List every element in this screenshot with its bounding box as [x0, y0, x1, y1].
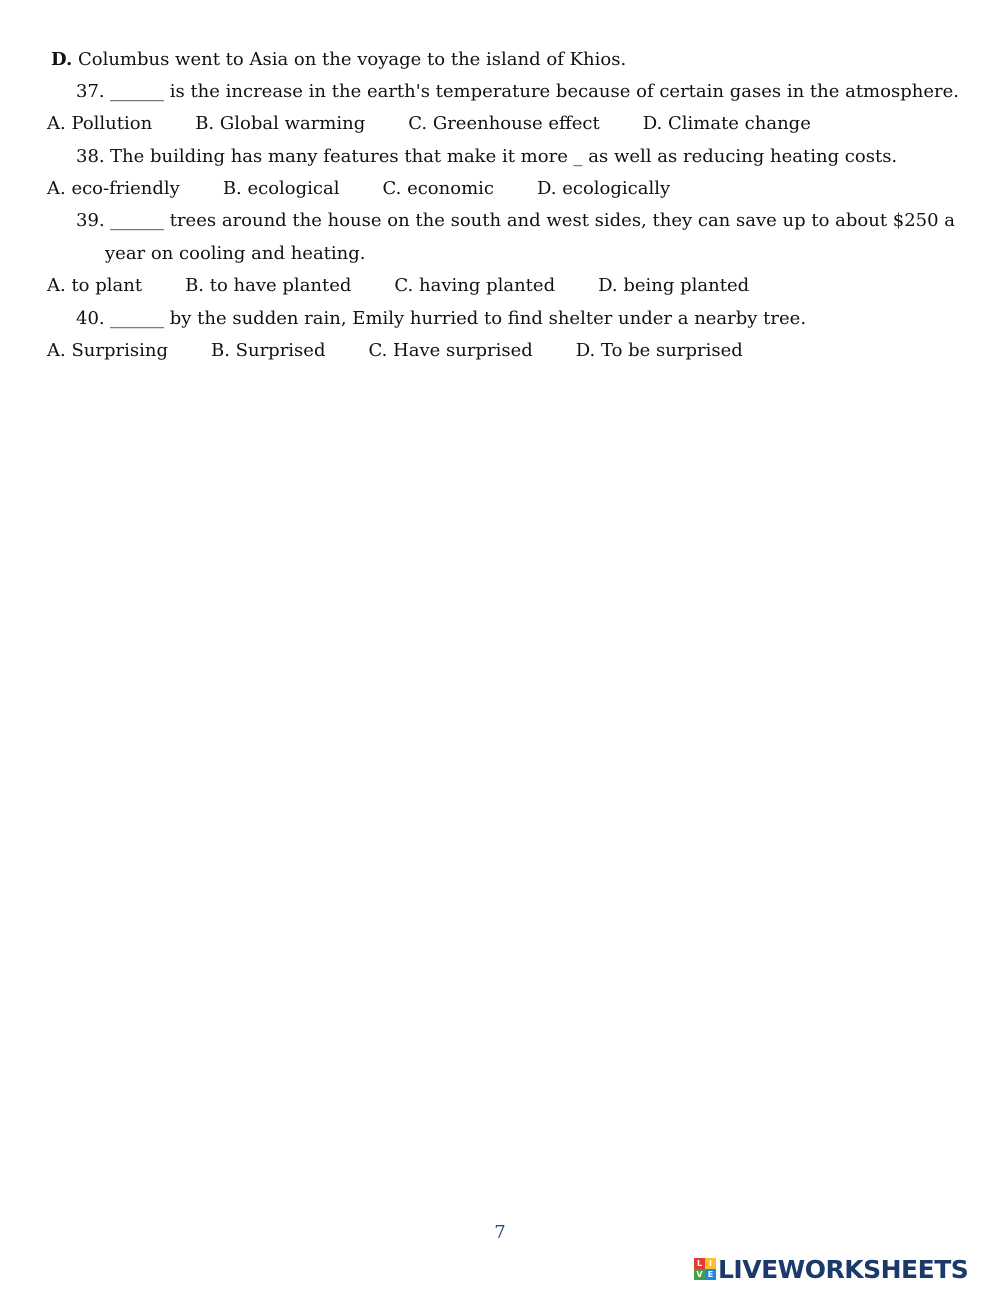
option-d[interactable]: D. being planted: [598, 275, 750, 296]
option-c[interactable]: C. economic: [382, 178, 494, 199]
option-letter: D.: [51, 49, 73, 70]
question-stem: ______ trees around the house on the south and west sides, they can save up to about $250 a: [110, 210, 956, 231]
question-stem: The building has many features that make it more _ as well as reducing heating costs.: [110, 146, 898, 167]
question-37-options: [47, 112, 811, 136]
liveworksheets-logo[interactable]: [694, 1254, 968, 1284]
option-b[interactable]: B. to have planted: [185, 275, 352, 296]
option-d[interactable]: D. ecologically: [536, 178, 671, 199]
option-b[interactable]: B. Surprised: [210, 340, 326, 361]
question-39-continuation: year on cooling and heating.: [105, 243, 366, 264]
option-d[interactable]: D. Climate change: [642, 113, 811, 134]
logo-text: LIVEWORKSHEETS: [718, 1254, 969, 1284]
option-a[interactable]: A. eco-friendly: [47, 178, 180, 199]
logo-mark-l: L: [694, 1258, 705, 1269]
option-c[interactable]: C. Greenhouse effect: [408, 113, 600, 134]
question-number: 39.: [76, 210, 105, 231]
option-a[interactable]: A. Pollution: [47, 113, 153, 134]
question-38: [76, 145, 954, 169]
question-40: [76, 307, 954, 331]
option-b[interactable]: B. Global warming: [195, 113, 366, 134]
question-number: 37.: [76, 81, 105, 102]
question-38-options: [47, 177, 670, 201]
question-stem: ______ is the increase in the earth's temperature because of certain gases in the atmosphere.: [110, 81, 959, 102]
logo-mark-i: I: [705, 1258, 716, 1269]
question-39: [76, 209, 954, 233]
logo-mark-icon: [694, 1258, 716, 1280]
logo-mark-e: E: [705, 1269, 716, 1280]
option-a[interactable]: A. to plant: [47, 275, 143, 296]
option-c[interactable]: C. having planted: [394, 275, 556, 296]
option-d[interactable]: D. To be surprised: [575, 340, 743, 361]
previous-option-d: [51, 48, 626, 72]
question-number: 40.: [76, 308, 105, 329]
question-39-options: [47, 274, 749, 298]
option-a[interactable]: A. Surprising: [47, 340, 168, 361]
page-number: 7: [494, 1222, 506, 1243]
logo-mark-v: V: [694, 1269, 705, 1280]
question-40-options: [47, 339, 743, 363]
option-c[interactable]: C. Have surprised: [368, 340, 533, 361]
option-text: Columbus went to Asia on the voyage to the island of Khios.: [72, 49, 627, 70]
question-number: 38.: [76, 146, 105, 167]
question-37: [76, 80, 959, 104]
option-b[interactable]: B. ecological: [222, 178, 340, 199]
question-stem: ______ by the sudden rain, Emily hurried to find shelter under a nearby tree.: [110, 308, 807, 329]
